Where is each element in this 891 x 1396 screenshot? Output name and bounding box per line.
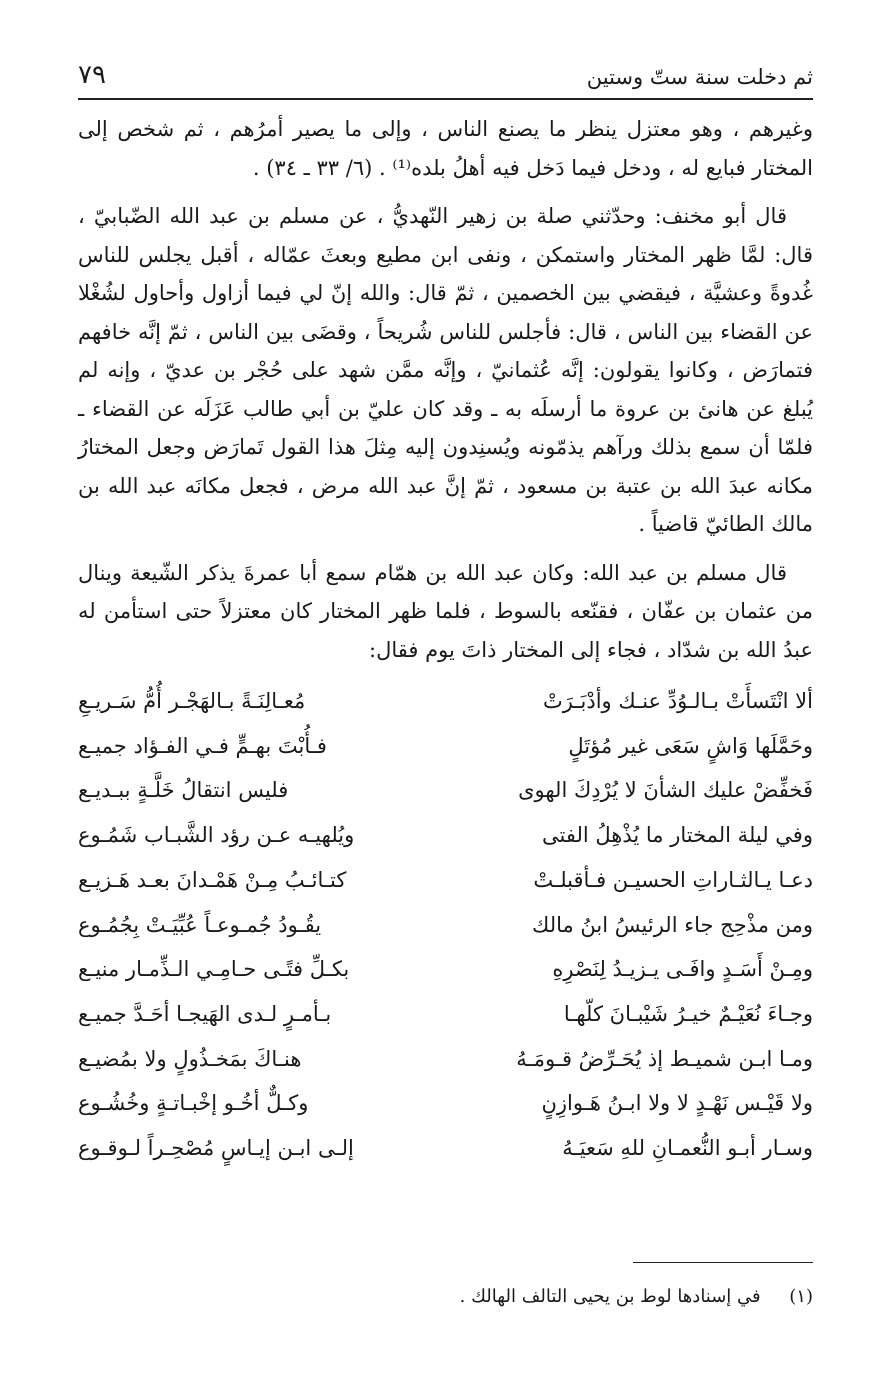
verse-line bbox=[78, 1126, 813, 1171]
verse-first-hemistich: وجـاءَ نُعَيْـمٌ خيـرُ شَيْبـانَ كلّهـا bbox=[563, 1001, 813, 1026]
page-number: ٧٩ bbox=[78, 60, 106, 90]
running-header bbox=[78, 56, 813, 100]
footnote-text: في إسنادها لوط بن يحيى التالف الهالك . bbox=[459, 1286, 761, 1307]
verse-line bbox=[78, 679, 813, 724]
verse-second-hemistich: ويُلهيـه عـن رؤد الشَّبـاب شَمُـوع bbox=[78, 823, 355, 848]
verse-second-hemistich: بكـلِّ فتًـى حـامِـي الـذِّمـار منيـع bbox=[78, 957, 350, 982]
verse-first-hemistich: ومن مذْحِج جاء الرئيسُ ابنُ مالك bbox=[532, 912, 813, 937]
paragraph: وغيرهم ، وهو معتزل ينظر ما يصنع الناس ، وإلى ما يصير أمرُهم ، ثم شخص إلى المختار فبايع له ، ودخل فيما دَخل فيه أهلُ بلده⁽¹⁾ . (٦/ ٣٣ ـ ٣٤) . bbox=[78, 117, 813, 180]
verse-second-hemistich: مُعـالِنَـةً بـالهَجْـر أُمُّ سَـريـعِ bbox=[78, 689, 306, 713]
verse-first-hemistich: ألا انْتَسأَتْ بـالـوُدِّ عنـك وأدْبَـرَتْ bbox=[543, 689, 813, 713]
verse-first-hemistich: ومـا ابـن شميـط إذ يُحَـرِّضُ قـومَـهُ bbox=[516, 1046, 813, 1071]
verse-first-hemistich: ومِـنْ أَسَـدٍ وافَـى يـزيـدُ لِنَصْرِهِ bbox=[552, 957, 813, 982]
verse-line bbox=[78, 724, 813, 769]
verse-second-hemistich: كتـائـبُ مِـنْ هَمْـدانَ بعـد هَـزيـع bbox=[78, 867, 347, 892]
footnote-marker: (١) bbox=[789, 1286, 813, 1307]
verse-line bbox=[78, 813, 813, 858]
chapter-title: ثم دخلت سنة ستّ وستين bbox=[586, 65, 813, 89]
poem bbox=[78, 679, 813, 1171]
verse-second-hemistich: وكـلٌّ أخُـو إخْبـاتـةٍ وخُشُـوع bbox=[78, 1091, 309, 1116]
verse-first-hemistich: وسـار أبـو النُّعمـانِ للهِ سَعيَـهُ bbox=[562, 1136, 813, 1161]
footnote-divider bbox=[633, 1262, 813, 1263]
verse-first-hemistich: وحَمَّلَها وَاشٍ سَعَى غير مُؤتَلٍ bbox=[568, 733, 813, 758]
verse-line bbox=[78, 947, 813, 992]
verse-second-hemistich: فليس انتقالُ خَلَّـةٍ ببـديـع bbox=[78, 778, 289, 803]
paragraph: قال أبو مخنف: وحدّثني صلة بن زهير النّهديُّ ، عن مسلم بن عبد الله الضّبابيّ ، قال: لمَّا ظهر المختار واستمكن ، ونفى ابن مطيع وبعثَ عمّاله ، أقبل يجلس للناس غُدوةً وعشيَّة ، فيقضي بين الخصمين ، ثمّ قال: والله إنّ لي فيما أزاول وأحاول لشُغْلا عن القضاء بين الناس ، قال: فأجلس للناس شُريحاً ، وقضَى بين الناس ، ثمّ إنَّه خافهم فتمارَض ، وكانوا يقولون: إنَّه عُثمانيّ ، وإنَّه ممَّن شهد على حُجْر بن عديّ ، وإنه لم يُبلغ عن هانئ بن عروة ما أرسلَه به ـ وقد كان عليّ بن أبي طالب عَزَلَه عن القضاء ـ فلمّا أن سمع بذلك ورآهم يذمّونه ويُسنِدون إليه مِثلَ هذا القول تَمارَض وجعل المختارُ مكانه عبدَ الله بن عتبة بن مسعود ، ثمّ إنَّ عبد الله مرض ، فجعل مكانَه عبد الله بن مالك الطائيّ قاضياً . bbox=[78, 204, 813, 536]
verse-line bbox=[78, 1081, 813, 1126]
verse-first-hemistich: ولا قَيْـس نَهْـدٍ لا ولا ابـنُ هَـوازِنٍ bbox=[541, 1091, 813, 1116]
verse-line bbox=[78, 992, 813, 1037]
verse-line bbox=[78, 768, 813, 813]
verse-second-hemistich: يقُـودُ جُمـوعـاً عُبِّيَـتْ بِجُمُـوع bbox=[78, 912, 322, 937]
verse-line bbox=[78, 858, 813, 903]
verse-second-hemistich: بـأمـرٍ لـدى الهَيجـا أحَـدَّ جميـع bbox=[78, 1001, 332, 1026]
verse-first-hemistich: وفي ليلة المختار ما يُذْهِلُ الفتى bbox=[541, 823, 813, 848]
verse-first-hemistich: دعـا يـالثـاراتِ الحسيـن فـأقبلـتْ bbox=[533, 867, 813, 892]
verse-line bbox=[78, 903, 813, 948]
verse-second-hemistich: هنـاكَ بمَخـذُولٍ ولا بمُضيـع bbox=[78, 1046, 302, 1071]
page bbox=[78, 56, 813, 1171]
body-text bbox=[78, 110, 813, 669]
verse-second-hemistich: فـأُبْتَ بهـمٍّ فـي الفـؤاد جميـع bbox=[78, 733, 327, 758]
footnote bbox=[78, 1286, 813, 1307]
verse-first-hemistich: فَخفِّضْ عليك الشأنَ لا يُرْدِكَ الهوى bbox=[518, 778, 813, 803]
verse-second-hemistich: إلـى ابـن إيـاسٍ مُصْحِـراً لـوقـوع bbox=[78, 1136, 354, 1161]
verse-line bbox=[78, 1037, 813, 1082]
paragraph: قال مسلم بن عبد الله: وكان عبد الله بن همّام سمع أبا عمرةَ يذكر الشّيعة وينال من عثمان بن عفّان ، فقنّعه بالسوط ، فلما ظهر المختار كان معتزلاً حتى استأمن له عبدُ الله بن شدّاد ، فجاء إلى المختار ذاتَ يوم فقال: bbox=[78, 560, 813, 662]
